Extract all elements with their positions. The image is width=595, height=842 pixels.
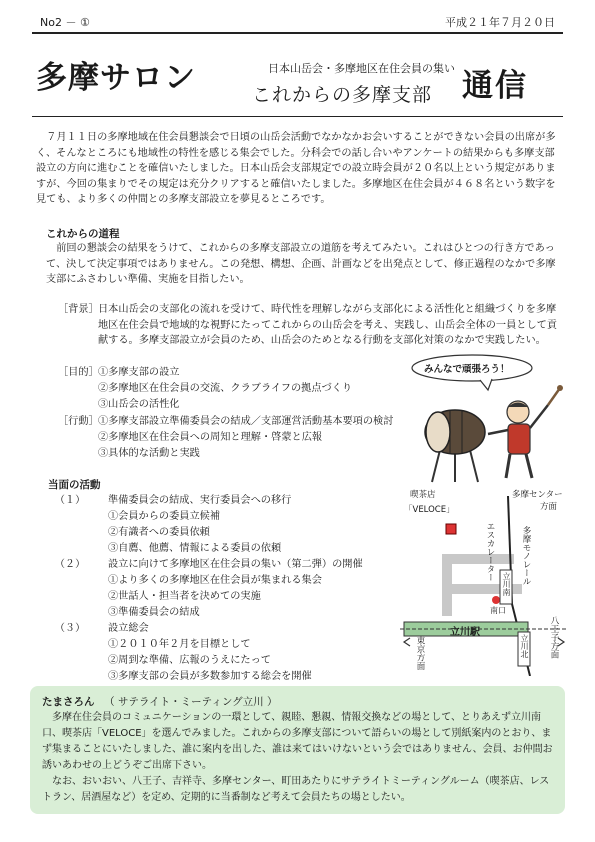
activity-number: （１） bbox=[54, 495, 86, 506]
bracket-label: ［行動］ bbox=[58, 416, 99, 427]
activity-subitem: ①より多くの多摩地区在住会員が集まれる集会 bbox=[108, 575, 322, 586]
station-label: 立川駅 bbox=[450, 627, 480, 638]
arrow-left-icon bbox=[404, 638, 410, 646]
tokyo-direction: 東京方面 bbox=[415, 636, 425, 670]
center-direction: 方面 bbox=[540, 502, 558, 512]
activity-subitem: ①会員からの委員立候補 bbox=[108, 511, 221, 522]
bracket-text: 日本山岳会の支部化の流れを受けて、時代性を理解しながら支部化による活性化と組織づくりを多摩地区在住会員で地域的な視野にたってこれからの山岳会を考え、実践し、山岳会全体の一員として貢献する。多摩支部設立が会員のため、山岳会のためとなる行動を支部化対策のなかで実践したい。 bbox=[98, 304, 558, 346]
road bbox=[442, 554, 514, 564]
bracket-text: ②多摩地区在住会員の交流、クラブライフの拠点づくり bbox=[98, 383, 353, 394]
activity-title: 設立総会 bbox=[108, 623, 149, 634]
tachikawa-minami-label: 立川南 bbox=[502, 572, 511, 596]
issue-number: No2 － ① bbox=[40, 16, 90, 29]
tachikawa-kita-label: 立川北 bbox=[520, 634, 529, 658]
section-heading-activities: 当面の活動 bbox=[48, 479, 101, 491]
header-rule bbox=[32, 32, 563, 34]
hachioji-direction: 八王子方面 bbox=[549, 616, 559, 659]
tamasaron-title bbox=[42, 694, 277, 709]
tamasaron-box bbox=[30, 686, 565, 814]
monorail-label: 多摩モノレール bbox=[521, 526, 531, 586]
korekara-paragraph: 前回の懇談会の結果をうけて、これからの多摩支部設立の道筋を考えてみたい。これはひとつの行き方であって、決して決定事項ではありません。この発想、構想、企画、計画などを出発点として、修正過程のなかで多摩支部にふさわしい準備、実施を目指したい。 bbox=[46, 243, 556, 285]
intro-paragraph: ７月１１日の多摩地域在住会員懇談会で日頃の山岳会活動でなかなかお会いすることができない会員の出席が多く、そんなところにも地域性の特性を感じる集会でした。分科会での話し合いやアンケートの結果からも多摩支部設立の方向に進むことを確信いたしました。日本山岳会支部規定での設立時会員が２０名以上という規定がありますが、今回の集まりでその規定は充分クリアすると確信いたしました。多摩地区在住会員が４６８名という数字を見ても、より多くの仲間との多摩支部設立を夢見るところです。 bbox=[36, 132, 556, 205]
activity-number: （３） bbox=[54, 623, 86, 634]
access-map bbox=[400, 486, 568, 676]
south-exit-marker bbox=[492, 596, 500, 604]
activity-subitem: ①２０１０年２月を目標として bbox=[108, 639, 251, 650]
tamasaron-paragraph-2: なお、おいおい、八王子、吉祥寺、多摩センター、町田あたりにサテライトミーティングルーム（喫茶店、レストラン、居酒屋など）を定め、定期的に当番制など考えて会員たちの場としたい。 bbox=[42, 776, 550, 803]
activity-subitem: ②有識者への委員依頼 bbox=[108, 527, 210, 538]
tamasaron-title-text: たまさろん bbox=[42, 696, 95, 708]
bracket-text: ②多摩地区在住会員への周知と理解・啓蒙と広報 bbox=[98, 432, 323, 443]
activity-title: 準備委員会の結成、実行委員会への移行 bbox=[108, 495, 292, 506]
speech-bubble-text: みんなで頑張ろう！ bbox=[424, 364, 510, 375]
masthead-rule bbox=[32, 116, 563, 117]
drummer-illustration bbox=[410, 350, 570, 485]
bracket-text: ①多摩支部設立準備委員会の結成／支部運営活動基本要項の検討 bbox=[98, 416, 394, 427]
activity-title: 設立に向けて多摩地区在住会員の集い（第二弾）の開催 bbox=[108, 559, 363, 570]
cafe-marker bbox=[446, 524, 456, 534]
issue-date: 平成２１年７月２０日 bbox=[445, 16, 555, 29]
bracket-label: ［目的］ bbox=[58, 367, 99, 378]
cafe-label: 喫茶店 bbox=[410, 490, 436, 500]
section-heading-korekara: これからの道程 bbox=[46, 228, 120, 240]
tamasaron-subtitle: （ サテライト・ミーティング立川 ） bbox=[104, 696, 278, 708]
tamasaron-body bbox=[42, 710, 554, 806]
activity-subitem: ②世話人・担当者を決めての実施 bbox=[108, 591, 261, 602]
cafe-name: 「VELOCE」 bbox=[404, 505, 455, 515]
activity-subitem: ③自薦、他薦、情報による委員の依頼 bbox=[108, 543, 282, 554]
paper-name: 通信 bbox=[462, 68, 528, 104]
masthead-title: 多摩サロン bbox=[36, 60, 196, 96]
south-exit-label: 南口 bbox=[490, 606, 506, 615]
masthead-headline: これからの多摩支部 bbox=[252, 84, 433, 106]
activity-subitem: ③準備委員会の結成 bbox=[108, 607, 200, 618]
bracket-text: ①多摩支部の設立 bbox=[98, 367, 180, 378]
activity-subitem: ②周到な準備、広報のうえにたって bbox=[108, 655, 271, 666]
bracket-label: ［背景］ bbox=[58, 304, 99, 315]
center-label: 多摩センター bbox=[512, 490, 563, 500]
activity-subitem: ③多摩支部の会員が多数参加する総会を開催 bbox=[108, 671, 312, 682]
bracket-text: ③山岳会の活性化 bbox=[98, 399, 180, 410]
masthead-subtitle: 日本山岳会・多摩地区在住会員の集い bbox=[268, 62, 455, 75]
bracket-text: ③具体的な活動と実践 bbox=[98, 448, 200, 459]
tamasaron-paragraph-1: 多摩在住会員のコミュニケーションの一環として、親睦、懇親、情報交換などの場として、とりあえず立川南口、喫茶店「VELOCE」を選んでみました。これからの多摩支部について語らいの場として別紙案内のとおり、まず集まることにいたしました、誰に案内を出した、誰は来てはいけないという会ではありません、会員、お仲間お誘いあわせの上どうぞご出席下さい。 bbox=[42, 712, 553, 771]
escalator-label: エスカレーター bbox=[485, 522, 495, 582]
activity-number: （２） bbox=[54, 559, 86, 570]
